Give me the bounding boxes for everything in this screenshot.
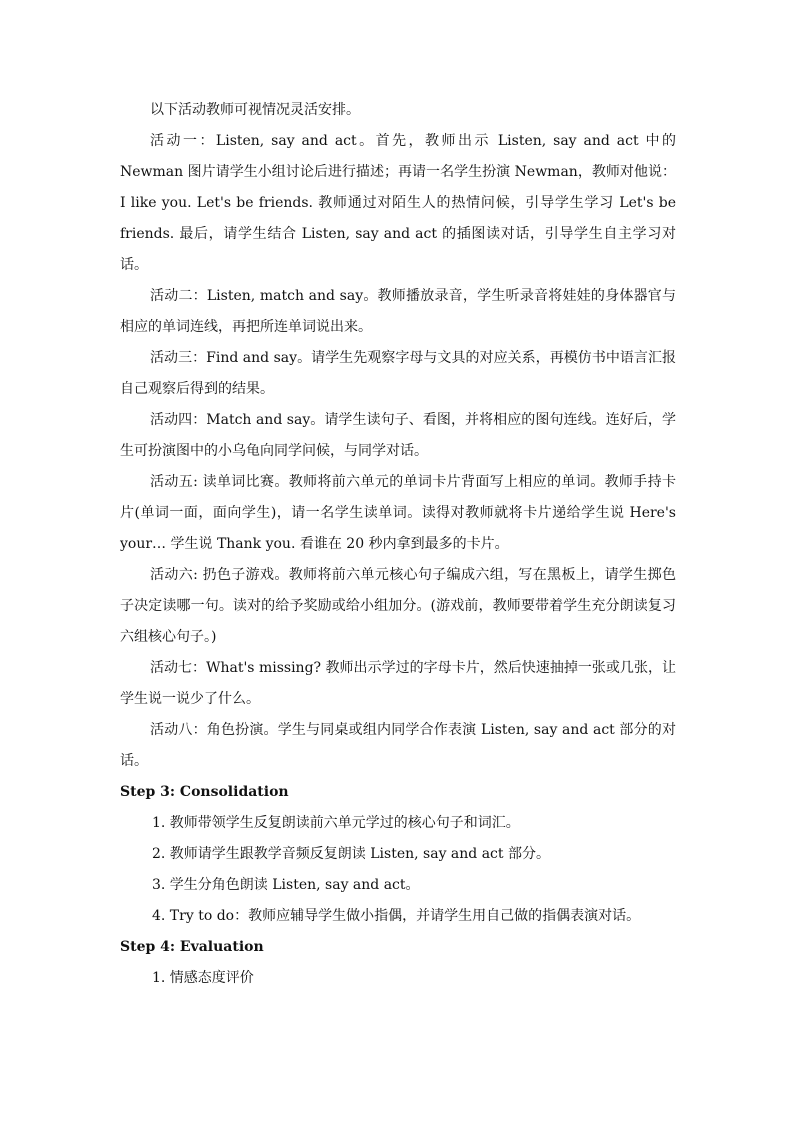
activity-8: 活动八：角色扮演。学生与同桌或组内同学合作表演 Listen, say and act 部分的对话。 <box>120 722 676 769</box>
document-body <box>120 95 676 994</box>
activity-3: 活动三：Find and say。请学生先观察字母与文具的对应关系，再模仿书中语言汇报自己观察后得到的结果。 <box>120 350 676 397</box>
activity-2: 活动二：Listen, match and say。教师播放录音，学生听录音将娃娃的身体器官与相应的单词连线，再把所连单词说出来。 <box>120 288 676 335</box>
activity-7: 活动七：What's missing? 教师出示学过的字母卡片，然后快速抽掉一张或几张，让学生说一说少了什么。 <box>120 660 676 707</box>
step3-item-4: 4. Try to do：教师应辅导学生做小指偶，并请学生用自己做的指偶表演对话。 <box>152 908 641 924</box>
step3-item-3: 3. 学生分角色朗读 Listen, say and act。 <box>152 877 420 893</box>
activity-5: 活动五: 读单词比赛。教师将前六单元的单词卡片背面写上相应的单词。教师手持卡片(单词一面，面向学生)，请一名学生读单词。读得对教师就将卡片递给学生说 Here's your… 学生说 Thank you. 看谁在 20 秒内拿到最多的卡片。 <box>120 474 676 552</box>
activity-4: 活动四：Match and say。请学生读句子、看图，并将相应的图句连线。连好后，学生可扮演图中的小乌龟向同学问候，与同学对话。 <box>120 412 676 459</box>
step4-heading: Step 4: Evaluation <box>120 939 264 955</box>
activity-6: 活动六: 扔色子游戏。教师将前六单元核心句子编成六组，写在黑板上，请学生掷色子决定读哪一句。读对的给予奖励或给小组加分。(游戏前，教师要带着学生充分朗读复习六组核心句子。) <box>120 567 676 645</box>
step3-item-1: 1. 教师带领学生反复朗读前六单元学过的核心句子和词汇。 <box>152 815 520 831</box>
intro-paragraph: 以下活动教师可视情况灵活安排。 <box>150 102 360 118</box>
step3-heading: Step 3: Consolidation <box>120 784 289 800</box>
activity-1: 活动一：Listen, say and act。首先，教师出示 Listen, say and act 中的 Newman 图片请学生小组讨论后进行描述；再请一名学生扮演 Newman，教师对他说：I like you. Let's be friends. 教师通过对陌生人的热情问候，引导学生学习 Let's be friends. 最后，请学生结合 Listen, say and act 的插图读对话，引导学生自主学习对话。 <box>120 133 676 273</box>
step4-item-1: 1. 情感态度评价 <box>152 970 254 986</box>
step3-item-2: 2. 教师请学生跟教学音频反复朗读 Listen, say and act 部分。 <box>152 846 550 862</box>
